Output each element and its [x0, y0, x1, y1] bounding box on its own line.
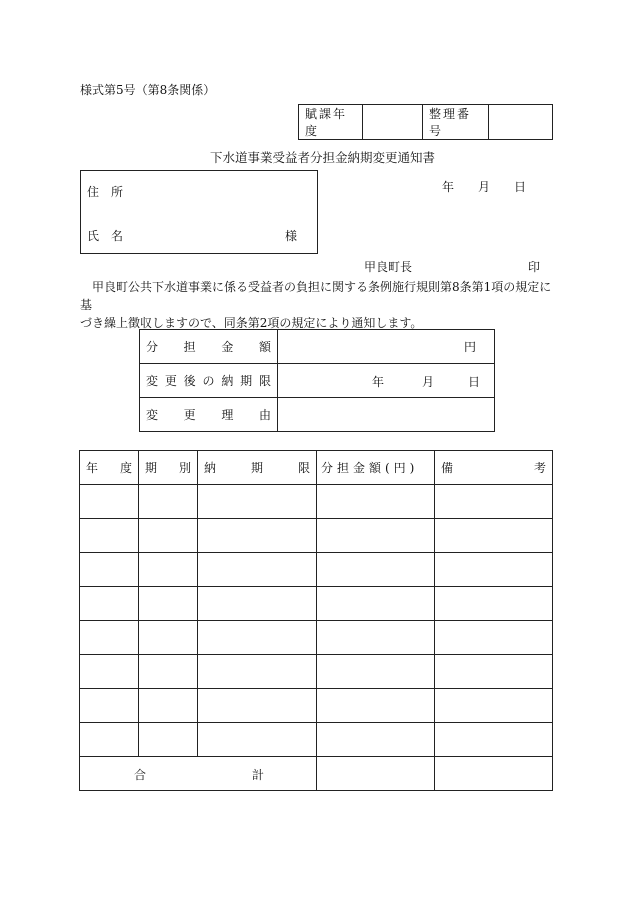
fiscal-year-label: 賦課年度: [299, 105, 363, 140]
total-row: [80, 757, 553, 791]
row-deadline[interactable]: [198, 485, 317, 519]
recipient-box: [80, 170, 318, 254]
row-amount[interactable]: [317, 519, 435, 553]
new-deadline-label: 変 更 後 の 納 期 限: [140, 364, 278, 398]
deadline-month: 月: [422, 374, 435, 389]
row-deadline[interactable]: [198, 655, 317, 689]
total-amount-field[interactable]: [317, 757, 435, 791]
row-amount[interactable]: [317, 485, 435, 519]
amount-field[interactable]: [278, 330, 495, 364]
total-label: [80, 757, 317, 791]
row-fiscal-year[interactable]: [80, 485, 139, 519]
row-amount[interactable]: [317, 655, 435, 689]
table-row: [80, 655, 553, 689]
row-amount[interactable]: [317, 723, 435, 757]
header-amount: 分担金額(円): [317, 451, 435, 485]
row-remarks[interactable]: [435, 519, 553, 553]
row-remarks[interactable]: [435, 621, 553, 655]
row-period[interactable]: [139, 655, 198, 689]
row-deadline[interactable]: [198, 553, 317, 587]
row-deadline[interactable]: [198, 519, 317, 553]
row-period[interactable]: [139, 485, 198, 519]
header-fiscal-year: 年 度: [80, 451, 139, 485]
row-remarks[interactable]: [435, 723, 553, 757]
detail-table: [79, 450, 553, 791]
amount-label: 分 担 金 額: [140, 330, 278, 364]
total-remarks-field[interactable]: [435, 757, 553, 791]
issuer-title: 甲良町長: [364, 260, 413, 274]
row-remarks[interactable]: [435, 485, 553, 519]
row-deadline[interactable]: [198, 587, 317, 621]
row-period[interactable]: [139, 553, 198, 587]
total-label-char-2: 計: [252, 767, 265, 782]
address-label: 住所: [87, 185, 136, 199]
row-fiscal-year[interactable]: [80, 587, 139, 621]
row-fiscal-year[interactable]: [80, 519, 139, 553]
row-period[interactable]: [139, 689, 198, 723]
row-deadline[interactable]: [198, 621, 317, 655]
row-amount[interactable]: [317, 587, 435, 621]
name-label: 氏名: [87, 229, 136, 243]
table-row: [80, 587, 553, 621]
date-year: 年: [442, 180, 455, 194]
fiscal-year-field[interactable]: [363, 105, 423, 140]
row-remarks[interactable]: [435, 587, 553, 621]
header-remarks: 備 考: [435, 451, 553, 485]
detail-header-row: [80, 451, 553, 485]
form-number: 様式第5号（第8条関係）: [80, 83, 216, 97]
deadline-day: 日: [468, 374, 481, 389]
honorific: 様: [285, 229, 298, 243]
row-fiscal-year[interactable]: [80, 553, 139, 587]
date-day: 日: [514, 180, 527, 194]
notice-line-2: づき繰上徴収しますので、同条第2項の規定により通知します。: [80, 316, 423, 330]
amount-unit: 円: [463, 340, 476, 354]
row-period[interactable]: [139, 519, 198, 553]
table-row: [80, 689, 553, 723]
row-deadline[interactable]: [198, 723, 317, 757]
row-remarks[interactable]: [435, 689, 553, 723]
table-row: [80, 723, 553, 757]
deadline-year: 年: [372, 374, 385, 389]
new-deadline-field[interactable]: [278, 364, 495, 398]
ref-no-label: 整理番号: [423, 105, 489, 140]
table-row: [80, 485, 553, 519]
row-period[interactable]: [139, 723, 198, 757]
row-fiscal-year[interactable]: [80, 723, 139, 757]
row-period[interactable]: [139, 621, 198, 655]
header-table: [298, 104, 553, 140]
reason-label: 変 更 理 由: [140, 398, 278, 432]
row-remarks[interactable]: [435, 553, 553, 587]
document-title: 下水道事業受益者分担金納期変更通知書: [210, 150, 436, 165]
header-period: 期 別: [139, 451, 198, 485]
summary-table: [139, 329, 495, 432]
row-amount[interactable]: [317, 621, 435, 655]
table-row: [80, 621, 553, 655]
row-remarks[interactable]: [435, 655, 553, 689]
row-fiscal-year[interactable]: [80, 689, 139, 723]
row-amount[interactable]: [317, 689, 435, 723]
date-month: 月: [478, 180, 491, 194]
table-row: [80, 519, 553, 553]
row-fiscal-year[interactable]: [80, 621, 139, 655]
total-label-char-1: 合: [134, 767, 147, 782]
row-fiscal-year[interactable]: [80, 655, 139, 689]
seal-mark: 印: [528, 260, 541, 274]
row-deadline[interactable]: [198, 689, 317, 723]
notice-body: [80, 278, 552, 332]
ref-no-field[interactable]: [489, 105, 553, 140]
notice-line-1: 甲良町公共下水道事業に係る受益者の負担に関する条例施行規則第8条第1項の規定に基: [80, 280, 552, 312]
reason-field[interactable]: [278, 398, 495, 432]
row-amount[interactable]: [317, 553, 435, 587]
row-period[interactable]: [139, 587, 198, 621]
header-deadline: 納 期 限: [198, 451, 317, 485]
table-row: [80, 553, 553, 587]
